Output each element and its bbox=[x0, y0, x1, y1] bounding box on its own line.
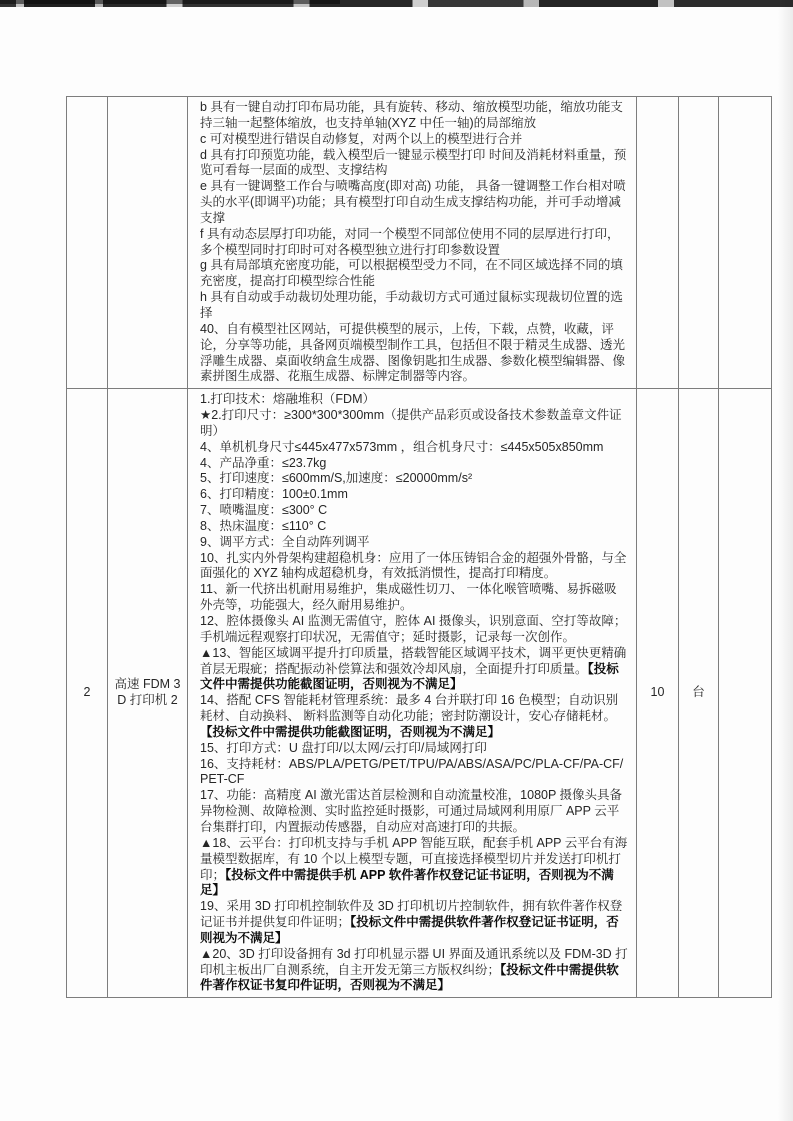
spec-run: b 具有一键自动打印布局功能，具有旋转、移动、缩放模型功能，缩放功能支持三轴一起整体缩放，也支持单轴(XYZ 中任一轴)的局部缩放 bbox=[200, 100, 623, 130]
spec-run: d 具有打印预览功能，载入模型后一键显示模型打印 时间及消耗材料重量，预览可看每一层面的成型、支撑结构 bbox=[200, 147, 627, 178]
remark-cell bbox=[719, 97, 772, 389]
spec-paragraph bbox=[200, 392, 628, 408]
equipment-spec-table bbox=[66, 96, 772, 998]
spec-paragraph bbox=[200, 836, 628, 899]
spec-run: 12、腔体摄像头 AI 监测无需值守，腔体 AI 摄像头，识别意面、空打等故障；手机端远程观察打印状况，无需值守；延时摄影，记录每一次创作。 bbox=[200, 614, 627, 644]
quantity-cell: 10 bbox=[637, 389, 679, 998]
spec-paragraph bbox=[200, 757, 628, 789]
spec-run: 40、自有模型社区网站，可提供模型的展示，上传，下载，点赞，收藏，评论，分享等功能，具备网页端模型制作工具，包括但不限于精灵生成器、透光浮雕生成器、桌面收纳盒生成器、图像钥匙扣生成器、参数化模型编辑器、像素拼图生成器、花瓶生成器、标牌定制器等内容。 bbox=[200, 321, 626, 384]
spec-run: 6、打印精度：100±0.1mm bbox=[200, 487, 348, 502]
spec-paragraph bbox=[200, 132, 628, 148]
spec-run: ▲18、云平台：打印机支持与手机 APP 智能互联，配套手机 APP 云平台有海量模型数据库，有 10 个以上模型专题，可直接选择模型切片并发送打印机打印； bbox=[200, 835, 628, 882]
spec-run-bold: 【投标文件中需提供手机 APP 软件著作权登记证书证明，否则视为不满足】 bbox=[200, 867, 614, 898]
spec-run-bold: 【投标文件中需提供软件著作权登记证书证明，否则视为不满足】 bbox=[200, 915, 619, 945]
spec-paragraph bbox=[200, 582, 628, 614]
spec-paragraph bbox=[200, 100, 628, 132]
spec-run: 9、调平方式：全自动阵列调平 bbox=[200, 534, 370, 549]
spec-run: c 可对模型进行错误自动修复，对两个以上的模型进行合并 bbox=[200, 131, 523, 146]
spec-run: e 具有一键调整工作台与喷嘴高度(即对高) 功能， 具备一键调整工作台相对喷头的水平(即调平)功能；具有模型打印自动生成支撑结构功能，并可手动增减支撑 bbox=[200, 179, 626, 225]
spec-paragraph bbox=[200, 646, 628, 694]
spec-paragraph bbox=[200, 503, 628, 519]
spec-run: ★2.打印尺寸：≥300*300*300mm（提供产品彩页或设备技术参数盖章文件证明） bbox=[200, 408, 622, 438]
spec-run: 4、产品净重：≤23.7kg bbox=[200, 455, 327, 470]
spec-paragraph bbox=[200, 179, 628, 227]
spec-run: 14、搭配 CFS 智能耗材管理系统：最多 4 台并联打印 16 色模型；自动识别耗材、自动换料、 断料监测等自动化功能；密封防潮设计，安心存储耗材。 bbox=[200, 693, 619, 724]
spec-run: 4、单机机身尺寸≤445x477x573mm ，组合机身尺寸：≤445x505x850mm bbox=[200, 439, 604, 454]
spec-paragraph bbox=[200, 290, 628, 322]
spec-run: 7、喷嘴温度：≤300° C bbox=[200, 503, 328, 518]
remark-cell bbox=[719, 389, 772, 998]
spec-paragraph bbox=[200, 148, 628, 180]
spec-paragraph bbox=[200, 227, 628, 259]
spec-table-body bbox=[67, 97, 772, 998]
spec-run: 5、打印速度：≤600mm/S,加速度：≤20000mm/s² bbox=[200, 471, 473, 486]
spec-run: ▲13、智能区域调平提升打印质量，搭载智能区域调平技术，调平更快更精确首层无瑕疵；搭配振动补偿算法和强效冷却风扇，全面提升打印质量。 bbox=[200, 645, 627, 676]
spec-run: 19、采用 3D 打印机控制软件及 3D 打印机切片控制软件，拥有软件著作权登记证书并提供复印件证明； bbox=[200, 899, 623, 930]
spec-run: 17、功能：高精度 AI 激光雷达首层检测和自动流量校准，1080P 摄像头具备异物检测、故障检测、实时监控延时摄影，可通过局域网利用原厂 APP 云平台集群打印，内置振动传感器，自动应对高速打印的共振。 bbox=[200, 788, 623, 834]
spec-run: g 具有局部填充密度功能，可以根据模型受力不同，在不同区域选择不同的填充密度，提高打印模型综合性能 bbox=[200, 258, 623, 289]
quantity-cell bbox=[637, 97, 679, 389]
spec-paragraph bbox=[200, 788, 628, 836]
spec-paragraph bbox=[200, 322, 628, 385]
spec-run: 11、新一代挤出机耐用易维护，集成磁性切刀、 一体化喉管喷嘴、易拆磁吸外壳等，功能强大，经久耐用易维护。 bbox=[200, 582, 617, 613]
serial-number-cell: 2 bbox=[67, 389, 108, 998]
spec-run: f 具有动态层厚打印功能，对同一个模型不同部位使用不同的层厚进行打印，多个模型同时打印时可对各模型独立进行打印参数设置 bbox=[200, 226, 620, 257]
spec-paragraph bbox=[200, 693, 628, 741]
spec-run: ▲20、3D 打印设备拥有 3d 打印机显示器 UI 界面及通讯系统以及 FDM-3D 打印机主板出厂自测系统，自主开发无第三方版权纠纷； bbox=[200, 946, 628, 977]
table-row bbox=[67, 389, 772, 998]
spec-paragraph bbox=[200, 519, 628, 535]
scan-artifact-top bbox=[0, 0, 793, 7]
spec-paragraph bbox=[200, 440, 628, 456]
spec-paragraph bbox=[200, 258, 628, 290]
spec-paragraph bbox=[200, 899, 628, 947]
spec-run: 16、支持耗材：ABS/PLA/PETG/PET/TPU/PA/ABS/ASA/PC/PLA-CF/PA-CF/PET-CF bbox=[200, 756, 624, 787]
spec-paragraph bbox=[200, 535, 628, 551]
unit-cell: 台 bbox=[679, 389, 719, 998]
spec-paragraph bbox=[200, 614, 628, 646]
spec-run: h 具有自动或手动裁切处理功能，手动裁切方式可通过鼠标实现裁切位置的选择 bbox=[200, 290, 623, 320]
serial-number-cell bbox=[67, 97, 108, 389]
spec-paragraph bbox=[200, 471, 628, 487]
spec-paragraph bbox=[200, 551, 628, 583]
spec-run-bold: 【投标文件中需提供功能截图证明，否则视为不满足】 bbox=[200, 661, 619, 692]
specification-cell bbox=[188, 97, 637, 389]
spec-paragraph bbox=[200, 408, 628, 440]
item-name-cell: 高速 FDM 3D 打印机 2 bbox=[108, 389, 188, 998]
table-row bbox=[67, 97, 772, 389]
spec-paragraph bbox=[200, 487, 628, 503]
spec-run: 15、打印方式：U 盘打印/以太网/云打印/局域网打印 bbox=[200, 740, 487, 755]
spec-run: 1.打印技术：熔融堆积（FDM） bbox=[200, 392, 376, 407]
spec-paragraph bbox=[200, 741, 628, 757]
spec-run: 10、扎实内外骨架构建超稳机身：应用了一体压铸铝合金的超强外骨骼，与全面强化的 XYZ 轴构成超稳机身，有效抵消惯性，提高打印精度。 bbox=[200, 550, 627, 581]
spec-run: 8、热床温度：≤110° C bbox=[200, 518, 327, 533]
spec-run-bold: 【投标文件中需提供软件著作权证书复印件证明，否则视为不满足】 bbox=[200, 962, 619, 993]
item-name-cell bbox=[108, 97, 188, 389]
spec-paragraph bbox=[200, 947, 628, 995]
spec-paragraph bbox=[200, 456, 628, 472]
scan-artifact-right-edge bbox=[778, 0, 793, 1121]
unit-cell bbox=[679, 97, 719, 389]
specification-cell bbox=[188, 389, 637, 998]
spec-run-bold: 【投标文件中需提供功能截图证明，否则视为不满足】 bbox=[200, 724, 501, 739]
